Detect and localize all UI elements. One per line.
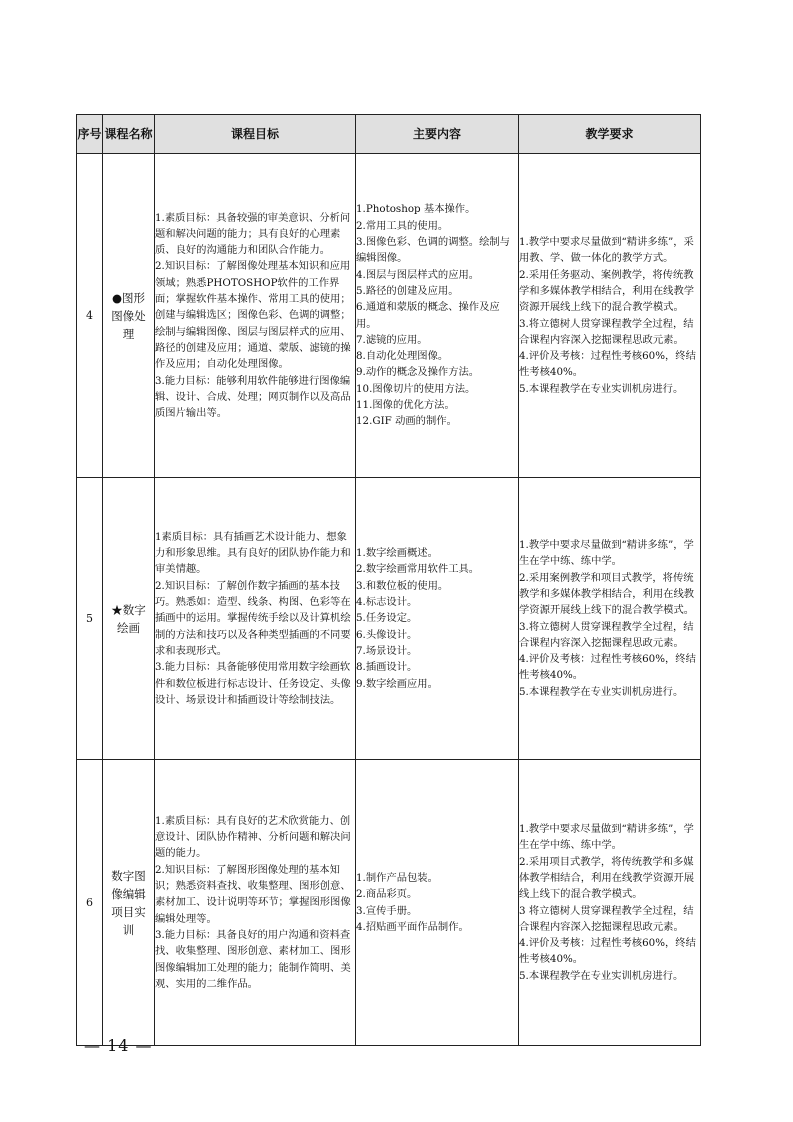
course-name: ●图形图像处理 xyxy=(103,154,155,478)
course-name: 数字图像编辑项目实训 xyxy=(103,760,155,1046)
table-header-row xyxy=(77,115,701,154)
row-index: 5 xyxy=(77,478,103,760)
course-requirements: 1.教学中要求尽量做到“精讲多练”，学生在学中练、练中学。 2.采用项目式教学，将传统教学和多媒体教学相结合，利用在线教学资源开展线上线下的混合教学模式。 3 将立德树人贯穿课程教学全过程，结合课程内容深入挖掘课程思政元素。 4.评价及考核：过程性考核60%，终结性考核40%。 5.本课程教学在专业实训机房进行。 xyxy=(519,760,701,1046)
table-row xyxy=(77,478,701,760)
header-course-name: 课程名称 xyxy=(103,115,155,154)
header-requirements: 教学要求 xyxy=(519,115,701,154)
table-row xyxy=(77,154,701,478)
course-content: 1.数字绘画概述。 2.数字绘画常用软件工具。 3.和数位板的使用。 4.标志设计。 5.任务设定。 6.头像设计。 7.场景设计。 8.插画设计。 9.数字绘画应用。 xyxy=(356,478,519,760)
course-requirements: 1.教学中要求尽量做到“精讲多练”，采用教、学、做一体化的教学方式。 2.采用任务驱动、案例教学，将传统教学和多媒体教学相结合，利用在线教学资源开展线上线下的混合教学模式。 3.将立德树人贯穿课程教学全过程，结合课程内容深入挖掘课程思政元素。 4.评价及考核：过程性考核60%，终结性考核40%。 5.本课程教学在专业实训机房进行。 xyxy=(519,154,701,478)
table-row xyxy=(77,760,701,1046)
course-content: 1.制作产品包装。 2.商品彩页。 3.宣传手册。 4.招贴画平面作品制作。 xyxy=(356,760,519,1046)
header-index: 序号 xyxy=(77,115,103,154)
course-objectives: 1.素质目标：具有良好的艺术欣赏能力、创意设计、团队协作精神、分析问题和解决问题的能力。 2.知识目标：了解图形图像处理的基本知识；熟悉资料查找、收集整理、图形创意、素材加工、设计说明等环节；掌握图形图像编辑处理等。 3.能力目标：具备良好的用户沟通和资料查找、收集整理、图形创意、素材加工、图形图像编辑加工处理的能力；能制作简明、美观、实用的二维作品。 xyxy=(155,760,356,1046)
course-objectives: 1.素质目标：具备较强的审美意识、分析问题和解决问题的能力；具有良好的心理素质、良好的沟通能力和团队合作能力。 2.知识目标：了解图像处理基本知识和应用领域；熟悉PHOTOSHOP软件的工作界面；掌握软件基本操作、常用工具的使用；创建与编辑选区；图像色彩、色调的调整；绘制与编辑图像、图层与图层样式的应用、路径的创建及应用；通道、蒙版、滤镜的操作及应用；自动化处理图像。 3.能力目标：能够利用软件能够进行图像编辑、设计、合成、处理；网页制作以及高品质图片输出等。 xyxy=(155,154,356,478)
course-objectives: 1素质目标：具有插画艺术设计能力、想象力和形象思维。具有良好的团队协作能力和审美情趣。 2.知识目标：了解创作数字插画的基本技巧。熟悉如：造型、线条、构图、色彩等在插画中的运用。掌握传统手绘以及计算机绘制的方法和技巧以及各种类型插画的不同要求和表现形式。 3.能力目标：具备能够使用常用数字绘画软件和数位板进行标志设计、任务设定、头像设计、场景设计和插画设计等绘制技法。 xyxy=(155,478,356,760)
course-name: ★数字绘画 xyxy=(103,478,155,760)
header-objectives: 课程目标 xyxy=(155,115,356,154)
course-content: 1.Photoshop 基本操作。 2.常用工具的使用。 3.图像色彩、色调的调整。绘制与编辑图像。 4.图层与图层样式的应用。 5.路径的创建及应用。 6.通道和蒙版的概念、操作及应用。 7.滤镜的应用。 8.自动化处理图像。 9.动作的概念及操作方法。 10.图像切片的使用方法。 11.图像的优化方法。 12.GIF 动画的制作。 xyxy=(356,154,519,478)
header-content: 主要内容 xyxy=(356,115,519,154)
row-index: 6 xyxy=(77,760,103,1046)
course-table xyxy=(76,114,701,1046)
row-index: 4 xyxy=(77,154,103,478)
course-requirements: 1.教学中要求尽量做到“精讲多练”，学生在学中练、练中学。 2.采用案例教学和项目式教学，将传统教学和多媒体教学相结合，利用在线教学资源开展线上线下的混合教学模式。 3.将立德树人贯穿课程教学全过程，结合课程内容深入挖掘课程思政元素。 4.评价及考核：过程性考核60%，终结性考核40%。 5.本课程教学在专业实训机房进行。 xyxy=(519,478,701,760)
page-number: — 14 — xyxy=(84,1036,153,1055)
